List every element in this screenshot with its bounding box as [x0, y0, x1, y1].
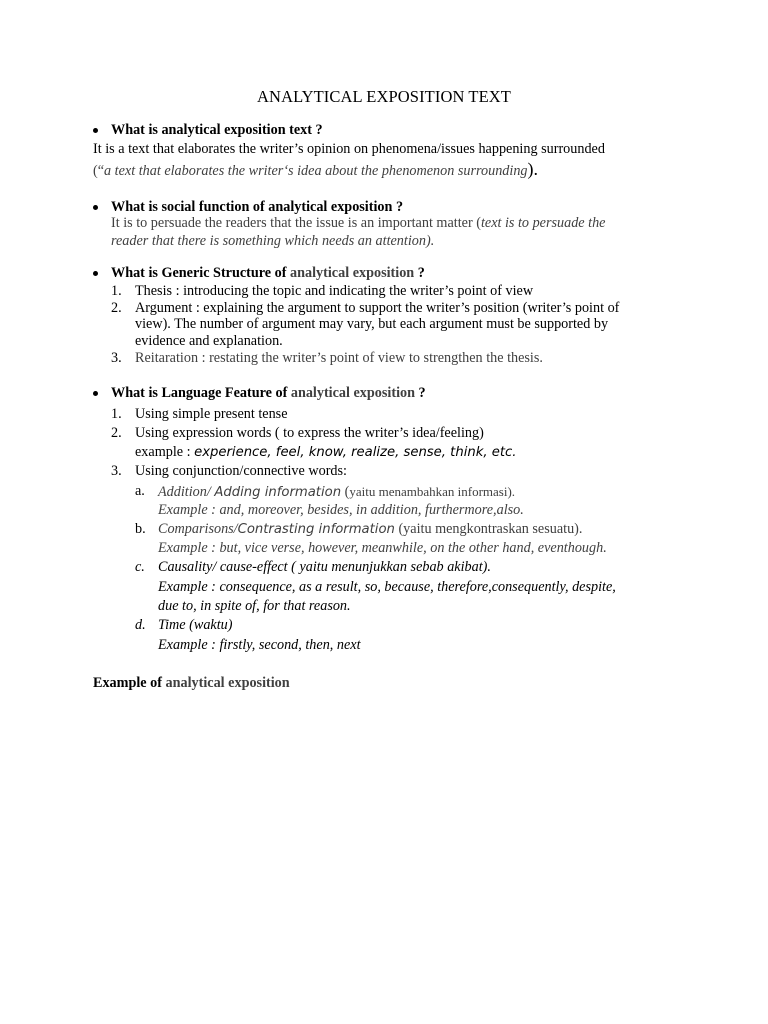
bullet-icon	[93, 128, 98, 133]
list-item: Thesis : introducing the topic and indicating the writer’s point of view	[135, 283, 534, 299]
sublist-example: Example : and, moreover, besides, in addition, furthermore,also.	[158, 502, 524, 518]
bullet-icon	[93, 391, 98, 396]
question-3-mark: ?	[417, 265, 425, 281]
answer-2-line-2: reader that there is something which needs an attention).	[111, 233, 435, 249]
sublist-item	[158, 520, 582, 539]
sublist-item	[158, 482, 515, 502]
sublist-label-sans: Contrasting information	[237, 522, 395, 537]
list-number: 2.	[111, 425, 122, 441]
list-number: 3.	[111, 463, 122, 479]
list-number: 1.	[111, 406, 122, 422]
page-title: ANALYTICAL EXPOSITION TEXT	[257, 87, 511, 106]
example-heading-bold: Example of	[93, 675, 162, 691]
answer-2-plain: It is to persuade the readers that the issue is an important matter (	[111, 215, 481, 231]
sublist-label-sans: Adding information	[214, 485, 342, 500]
list-number: 3.	[111, 350, 122, 366]
list-item: Reitaration : restating the writer’s point of view to strengthen the thesis.	[135, 350, 543, 366]
question-4	[111, 384, 426, 403]
sublist-item: Time (waktu)	[158, 617, 233, 633]
sublist-note: (yaitu mengkontraskan sesuatu).	[398, 521, 583, 537]
bullet-icon	[93, 205, 98, 210]
sublist-letter: c.	[135, 559, 145, 575]
sublist-note-open: (	[344, 484, 350, 500]
answer-2-line-1	[111, 214, 605, 233]
answer-1-line-2	[93, 160, 538, 181]
sublist-item: Causality/ cause-effect ( yaitu menunjukkan sebab akibat).	[158, 559, 491, 575]
list-item: Using expression words ( to express the writer’s idea/feeling)	[135, 425, 484, 441]
list-item: Argument : explaining the argument to support the writer’s position (writer’s point of	[135, 300, 620, 316]
sublist-letter: a.	[135, 483, 145, 499]
list-item-continuation: evidence and explanation.	[135, 333, 283, 349]
sublist-letter: d.	[135, 617, 146, 633]
sublist-note-close: ).	[507, 484, 516, 499]
example-words: experience, feel, know, realize, sense, think, etc.	[194, 445, 517, 460]
sublist-example-continuation: due to, in spite of, for that reason.	[158, 598, 351, 614]
list-number: 1.	[111, 283, 122, 299]
sublist-note: yaitu menambahkan informasi	[349, 484, 508, 499]
sublist-example: Example : firstly, second, then, next	[158, 637, 361, 653]
answer-1-close: ).	[527, 159, 539, 179]
sublist-example: Example : consequence, as a result, so, because, therefore,consequently, despite,	[158, 579, 616, 595]
example-line	[135, 443, 516, 462]
question-3-bold: What is Generic Structure of	[111, 265, 287, 281]
sublist-example: Example : but, vice verse, however, meanwhile, on the other hand, eventhough.	[158, 540, 607, 556]
answer-1-open-quote: (“	[93, 163, 105, 179]
sublist-letter: b.	[135, 521, 146, 537]
example-heading	[93, 674, 290, 693]
question-4-mark: ?	[418, 385, 426, 401]
question-4-tail: analytical exposition	[290, 385, 415, 401]
list-item-continuation: view). The number of argument may vary, but each argument must be supported by	[135, 316, 609, 332]
question-3	[111, 264, 425, 283]
list-item: Using conjunction/connective words:	[135, 463, 347, 479]
question-4-bold: What is Language Feature of	[111, 385, 288, 401]
answer-2-italic-1: text is to persuade the	[480, 215, 606, 231]
answer-1-italic: a text that elaborates the writer‘s idea about the phenomenon surrounding	[104, 163, 528, 179]
list-item: Using simple present tense	[135, 406, 288, 422]
question-2: What is social function of analytical exposition ?	[111, 199, 404, 215]
question-3-tail: analytical exposition	[290, 265, 415, 281]
example-label: example :	[135, 444, 191, 460]
sublist-label-italic: Comparisons/	[158, 521, 238, 537]
question-1: What is analytical exposition text ?	[111, 122, 323, 138]
bullet-icon	[93, 271, 98, 276]
answer-1-line-1: It is a text that elaborates the writer’s opinion on phenomena/issues happening surrounded	[93, 141, 605, 157]
example-heading-tail: analytical exposition	[165, 675, 290, 691]
sublist-label-italic: Addition/	[158, 484, 211, 500]
list-number: 2.	[111, 300, 122, 316]
